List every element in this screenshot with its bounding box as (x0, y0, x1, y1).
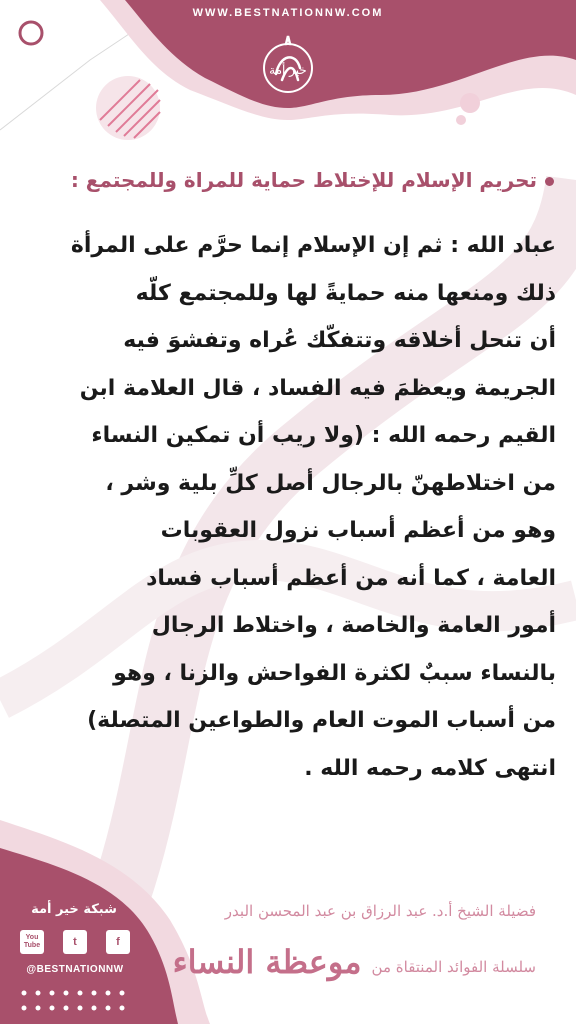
body-line: ذلك ومنعها منه حمايةً لها وللمجتمع كلّه (135, 280, 556, 306)
series-lead: سلسلة الفوائد المنتقاة من (371, 958, 536, 976)
series-brand: موعظة النساء (172, 943, 362, 981)
body-line: العامة ، كما أنه من أعظم أسباب فساد (146, 565, 556, 591)
body-text (22, 222, 556, 792)
bullet-icon (545, 177, 554, 186)
social-handle[interactable]: @BESTNATIONNW (26, 964, 124, 975)
facebook-icon[interactable]: f (106, 930, 130, 954)
body-line: الجريمة ويعظمَ فيه الفساد ، قال العلامة ابن (79, 375, 556, 401)
body-line: أمور العامة والخاصة ، واختلاط الرجال (151, 613, 556, 638)
body-line: القيم رحمه الله : (ولا ريب أن تمكين النساء (91, 423, 556, 448)
title-text: تحريم الإسلام للإختلاط حماية للمراة وللمجتمع : (70, 168, 537, 192)
network-name: شبكة خير أمة (31, 902, 117, 917)
body-line: من أسباب الموت العام والطواعين المتصلة) (87, 708, 556, 733)
body-line: انتهى كلامه رحمه الله . (304, 755, 556, 781)
body-line: بالنساء سببٌ لكثرة الفواحش والزنا ، وهو (113, 660, 556, 686)
logo-calligraphy (256, 34, 320, 98)
body-line: وهو من أعظم أسباب نزول العقوبات (160, 518, 556, 543)
site-url[interactable]: WWW.BESTNATIONNW.COM (192, 7, 384, 19)
body-line: أن تنحل أخلاقه وتتفكّك عُراه وتفشوَ فيه (123, 328, 556, 353)
body-line: من اختلاطهنّ بالرجال أصل كلِّ بلية وشر ، (105, 470, 556, 496)
twitter-icon[interactable]: t (63, 930, 87, 954)
sheikh-name: فضيلة الشيخ أ.د. عبد الرزاق بن عبد المحسن البدر (224, 902, 536, 920)
series-title (156, 942, 536, 982)
youtube-icon[interactable]: You Tube (20, 930, 44, 954)
social-links (20, 930, 130, 954)
body-line: عباد الله : ثم إن الإسلام إنما حرَّم على المرأة (70, 233, 556, 258)
svg-text:خير أمة: خير أمة (269, 63, 307, 77)
section-title (14, 168, 554, 192)
dots-decoration (20, 988, 130, 1014)
